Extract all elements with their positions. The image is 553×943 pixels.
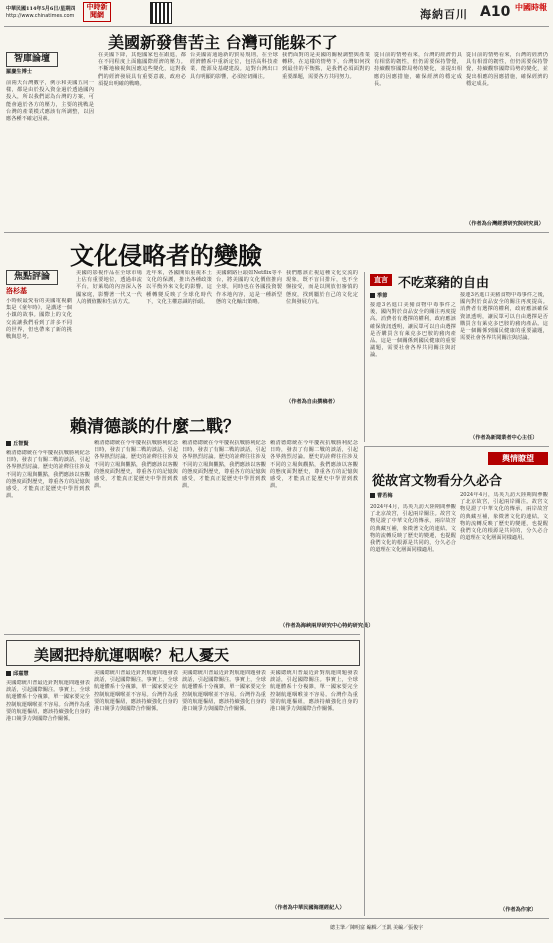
article2-credit: （作者為自由撰稿者） — [286, 399, 338, 405]
article1-col1: 前兩天台灣數字，例示和美國五同一樣，都是由於投入資金過於透過國內投入，所以我們認為台灣的方案，可能會過於各方的壓力，主要的挑戰是台灣的產業模式應該有所調整，以因應各種不確定因素。 — [6, 80, 94, 123]
article1-credit: （作者為台灣經濟研究院研究員） — [466, 221, 544, 227]
article1-byline — [6, 68, 32, 75]
article2-col3: 近年來，各國開始重視本土文化的保護，推出各種政策以平衡外來文化的影響。這種轉變反映了全球化時代下，文化主權意識的抬頭。 — [146, 270, 212, 305]
article3-divider — [4, 634, 360, 635]
sidebar1-col1: 接連3名進口美豬食物中毒事件之後，國內對於食品安全的關注再度提高。消費者有選擇的權利，政府應該確保資訊透明，讓民眾可以自由選擇是否購買含有萊克多巴胺的豬肉產品。這是一個關係到國民健康的重要議題，需要社會各界共同關注與討論。 — [370, 302, 456, 359]
article3-col4: 賴清德總統在今年慶祝抗戰勝利紀念日時，發表了有關二戰的談話，引起各界熱烈討論。歷史的詮釋往往涉及不同的立場與觀點，我們應該以客觀的態度面對歷史，尊重各方的記憶與感受，才能真正從歷史中學習到教訓。 — [270, 440, 358, 490]
article4-col4: 美國總統川普最近針對航運問題發表談話，引起國際關注。事實上，全球航運體系十分複雜，單一國家要完全控制航運咽喉並不容易。台灣作為重要的航運樞紐，應該持續強化自身的港口競爭力與國際合作關係。 — [270, 670, 358, 713]
article2-author: 洛杉基 — [6, 286, 27, 295]
sidebar1-bottom-divider — [364, 446, 549, 447]
article2-col1: 小時候最愛看的美國電視劇集是《童年時》，是講述一個小鎮的故事。國際上的文化交流讓我們看到了許多不同的世界，但也帶來了新的挑戰與思考。 — [6, 298, 72, 341]
article1-author: 羅慶生 — [6, 69, 22, 75]
header-date — [6, 6, 146, 20]
article2-column-label: 焦點評論 — [6, 270, 58, 285]
article2-col4: 美國網路巨頭如Netflix等平台，將美國的文化價值推向全球，同時也在各國投資製作本地內容，這是一種新型態的文化輸出策略。 — [216, 270, 282, 305]
sidebar2-divider — [364, 446, 365, 916]
footer-editors: 總主筆／陳明富 編輯／王凱 美編／張俊宇 — [330, 925, 424, 931]
masthead-logo: 中國時報 — [515, 2, 547, 12]
article1-col6: 從目前的情勢看來，台灣的經濟仍具有相當的韌性，但仍需要保持警覺，持續觀察國際局勢的變化，並提出相應的因應措施，確保經濟的穩定成長。 — [466, 52, 548, 87]
qr-code-icon[interactable] — [150, 2, 172, 24]
sidebar1-credit: （作者為新聞業者中心主任） — [470, 435, 538, 441]
article4-author: 邱嘉慧 — [13, 671, 29, 677]
chinatimes-logo: 中時新聞網 — [83, 2, 111, 22]
article4-byline — [6, 670, 29, 677]
sidebar2-credit: （作者為作家） — [500, 907, 537, 913]
sidebar2-col1: 2024年4月，馬英九訪大陸期間參觀了北京故宮，引起兩岸關注。故宮文物見證了中華文化的傳承，兩岸故宮的典藏互補，象徵著文化的連結。文物的流轉反映了歷史的變遷，也提醒我們文化的根源是共同的，分久必合的道理在文化層面同樣適用。 — [370, 504, 456, 554]
article3-author: 丘智賢 — [13, 441, 29, 447]
article2-col5: 我們應該正視這種文化交流的現象，既不盲目排斥，也不全盤接受，而是以開放但審慎的態度，找到屬於自己的文化定位與發展方向。 — [286, 270, 358, 305]
article2-col2: 美國的影視作品在全球市場上佔有重要地位，透過串流平台，好萊塢的內容深入各國家庭，影響著一代又一代人的價值觀和生活方式。 — [76, 270, 142, 305]
sidebar1-headline: 不吃菜豬的自由 — [398, 276, 490, 291]
sidebar1-author: 季節 — [377, 293, 388, 299]
article1-col4: 我們面對的是美國的關稅調整與產業轉移，在這樣的情勢下，台灣如何找到最佳的平衡點，是我們必須面對的重要課題，需要各方共同努力。 — [282, 52, 370, 80]
sidebar1-divider — [364, 272, 365, 442]
article1-author-suffix: 博士 — [21, 69, 32, 75]
page-slogan: 海納百川 — [420, 8, 468, 21]
sidebar2-headline: 從故宮文物看分久必合 — [372, 474, 503, 489]
header-date-text: 中華民國114年5月6日/星期四 — [6, 6, 76, 12]
sidebar1-col2: 接連3名進口美豬食物中毒事件之後，國內對於食品安全的關注再度提高。消費者有選擇的權利，政府應該確保資訊透明，讓民眾可以自由選擇是否購買含有萊克多巴胺的豬肉產品。這是一個關係到國民健康的重要議題，需要社會各界共同關注與討論。 — [460, 292, 548, 342]
article3-byline — [6, 440, 29, 447]
article1-col3: 台美國需通過新的貿易規則，在全球經濟體系中重新定位，包括高科技產業、能源及基礎建設。這對台灣出口具有明顯的影響，必須密切關注。 — [190, 52, 278, 80]
article3-col1: 賴清德總統在今年慶祝抗戰勝利紀念日時，發表了有關二戰的談話，引起各界熱烈討論。歷史的詮釋往往涉及不同的立場與觀點，我們應該以客觀的態度面對歷史，尊重各方的記憶與感受，才能真正從歷史中學習到教訓。 — [6, 450, 90, 500]
byline-square-icon — [370, 493, 375, 498]
article2-headline: 文化侵略者的變臉 — [70, 241, 262, 270]
article4-credit: （作者為中華民國海運經紀人） — [272, 905, 345, 911]
article1-headline: 美國新發售苦主 台灣可能躲不了 — [108, 33, 338, 52]
article4-col2: 美國總統川普最近針對航運問題發表談話，引起國際關注。事實上，全球航運體系十分複雜，單一國家要完全控制航運咽喉並不容易。台灣作為重要的航運樞紐，應該持續強化自身的港口競爭力與國際合作關係。 — [94, 670, 178, 713]
byline-square-icon — [6, 441, 11, 446]
sidebar2-byline — [370, 492, 393, 499]
article3-col2: 賴清德總統在今年慶祝抗戰勝利紀念日時，發表了有關二戰的談話，引起各界熱烈討論。歷史的詮釋往往涉及不同的立場與觀點，我們應該以客觀的態度面對歷史，尊重各方的記憶與感受，才能真正從歷史中學習到教訓。 — [94, 440, 178, 490]
sidebar1-label: 直言 — [370, 274, 392, 286]
byline-square-icon — [370, 293, 375, 298]
header-divider — [4, 26, 549, 27]
article3-credit: （作者為海峽兩岸研究中心特約研究員） — [280, 623, 374, 629]
article1-divider — [4, 232, 549, 233]
article1-col5: 從目前的情勢看來，台灣的經濟仍具有相當的韌性，但仍需要保持警覺，持續觀察國際局勢的變化，並提出相應的因應措施，確保經濟的穩定成長。 — [374, 52, 462, 87]
header-url[interactable]: http://www.chinatimes.com — [6, 13, 75, 19]
article4-col1: 美國總統川普最近針對航運問題發表談話，引起國際關注。事實上，全球航運體系十分複雜，單一國家要完全控制航運咽喉並不容易。台灣作為重要的航運樞紐，應該持續強化自身的港口競爭力與國際合作關係。 — [6, 680, 90, 723]
article1-col2: 在美國下降，其他國家也在跟進，都在不同程度上面臨國際經濟的壓力。不斷地檢視與因應這些變化，這對我們的經濟發展具有重要意義，政府必須提出明確的戰略。 — [98, 52, 186, 87]
page-number: A10 — [480, 4, 511, 20]
sidebar2-label: 輿情瞭望 — [488, 452, 548, 465]
sidebar1-byline — [370, 292, 387, 299]
sidebar2-col2: 2024年4月，馬英九訪大陸期間參觀了北京故宮，引起兩岸關注。故宮文物見證了中華文化的傳承，兩岸故宮的典藏互補，象徵著文化的連結。文物的流轉反映了歷史的變遷，也提醒我們文化的根源是共同的，分久必合的道理在文化層面同樣適用。 — [460, 492, 548, 542]
article3-headline: 賴清德談的什麼二戰？ — [70, 417, 240, 437]
footer-divider — [4, 918, 549, 919]
article4-col3: 美國總統川普最近針對航運問題發表談話，引起國際關注。事實上，全球航運體系十分複雜，單一國家要完全控制航運咽喉並不容易。台灣作為重要的航運樞紐，應該持續強化自身的港口競爭力與國際合作關係。 — [182, 670, 266, 713]
byline-square-icon — [6, 671, 11, 676]
article4-headline: 美國把持航運咽喉？杞人憂天 — [34, 646, 230, 664]
article3-col3: 賴清德總統在今年慶祝抗戰勝利紀念日時，發表了有關二戰的談話，引起各界熱烈討論。歷史的詮釋往往涉及不同的立場與觀點，我們應該以客觀的態度面對歷史，尊重各方的記憶與感受，才能真正從歷史中學習到教訓。 — [182, 440, 266, 490]
article1-column-label: 智庫論壇 — [6, 52, 58, 67]
sidebar2-author: 曹若梅 — [377, 493, 393, 499]
